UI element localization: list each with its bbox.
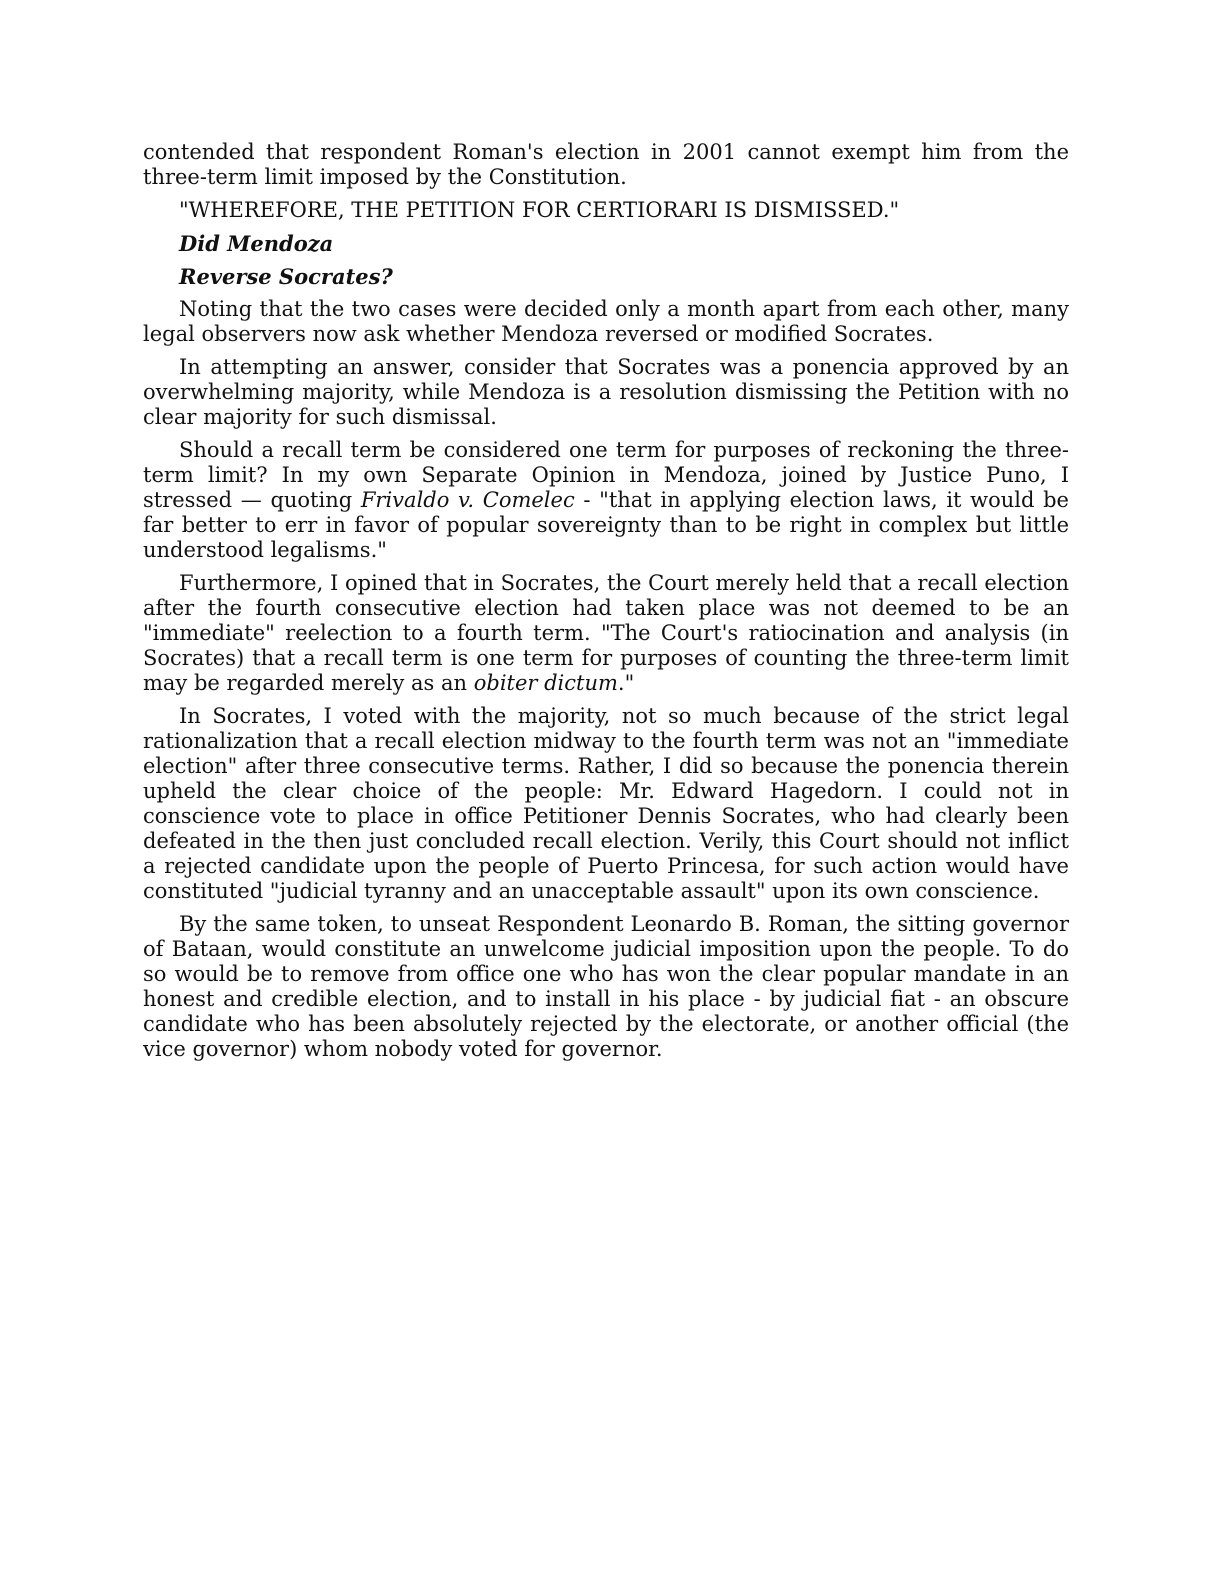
paragraph-recall-term-text-b: - "that in applying election laws, it would be far better to err in favor of popular sovereignty than to be right in complex but little understood legalisms." <box>143 488 1069 562</box>
paragraph-furthermore-text-a: Furthermore, I opined that in Socrates, the Court merely held that a recall election after the fourth consecutive election had taken place was not deemed to be an "immediate" reelection to a fourth term. "The Court's ratiocination and analysis (in Socrates) that a recall term is one term for purposes of counting the three-term limit may be regarded merely as an <box>143 571 1069 695</box>
paragraph-noting: Noting that the two cases were decided only a month apart from each other, many legal observers now ask whether Mendoza reversed or modified Socrates. <box>143 297 1069 346</box>
paragraph-recall-term-text-a: Should a recall term be considered one term for purposes of reckoning the three-term limit? In my own Separate Opinion in Mendoza, joined by Justice Puno, I stressed — quoting <box>143 438 1069 512</box>
section-heading-line-2: Reverse Socrates? <box>179 264 393 289</box>
paragraph-wherefore: "WHEREFORE, THE PETITION FOR CERTIORARI IS DISMISSED." <box>179 198 900 222</box>
paragraph-recall-term <box>143 438 1069 563</box>
paragraph-same-token: By the same token, to unseat Respondent Leonardo B. Roman, the sitting governor of Bataan, would constitute an unwelcome judicial imposition upon the people. To do so would be to remove from office one who has won the clear popular mandate in an honest and credible election, and to install in his place - by judicial fiat - an obscure candidate who has been absolutely rejected by the electorate, or another official (the vice governor) whom nobody voted for governor. <box>143 912 1069 1061</box>
obiter-dictum-term: obiter dictum <box>473 671 618 695</box>
document-page <box>143 140 1069 1070</box>
case-citation-frivaldo: Frivaldo v. Comelec <box>360 488 575 512</box>
paragraph-in-socrates: In Socrates, I voted with the majority, not so much because of the strict legal rationalization that a recall election midway to the fourth term was not an "immediate election" after three consecutive terms. Rather, I did so because the ponencia therein upheld the clear choice of the people: Mr. Edward Hagedorn. I could not in conscience vote to place in office Petitioner Dennis Socrates, who had clearly been defeated in the then just concluded recall election. Verily, this Court should not inflict a rejected candidate upon the people of Puerto Princesa, for such action would have constituted "judicial tyranny and an unacceptable assault" upon its own conscience. <box>143 704 1069 903</box>
paragraph-furthermore-text-b: ." <box>617 671 635 695</box>
paragraph-attempting: In attempting an answer, consider that Socrates was a ponencia approved by an overwhelming majority, while Mendoza is a resolution dismissing the Petition with no clear majority for such dismissal. <box>143 355 1069 429</box>
paragraph-furthermore <box>143 571 1069 696</box>
section-heading-line-1: Did Mendoza <box>179 231 334 256</box>
paragraph-continuation: contended that respondent Roman's election in 2001 cannot exempt him from the three-term limit imposed by the Constitution. <box>143 140 1069 189</box>
